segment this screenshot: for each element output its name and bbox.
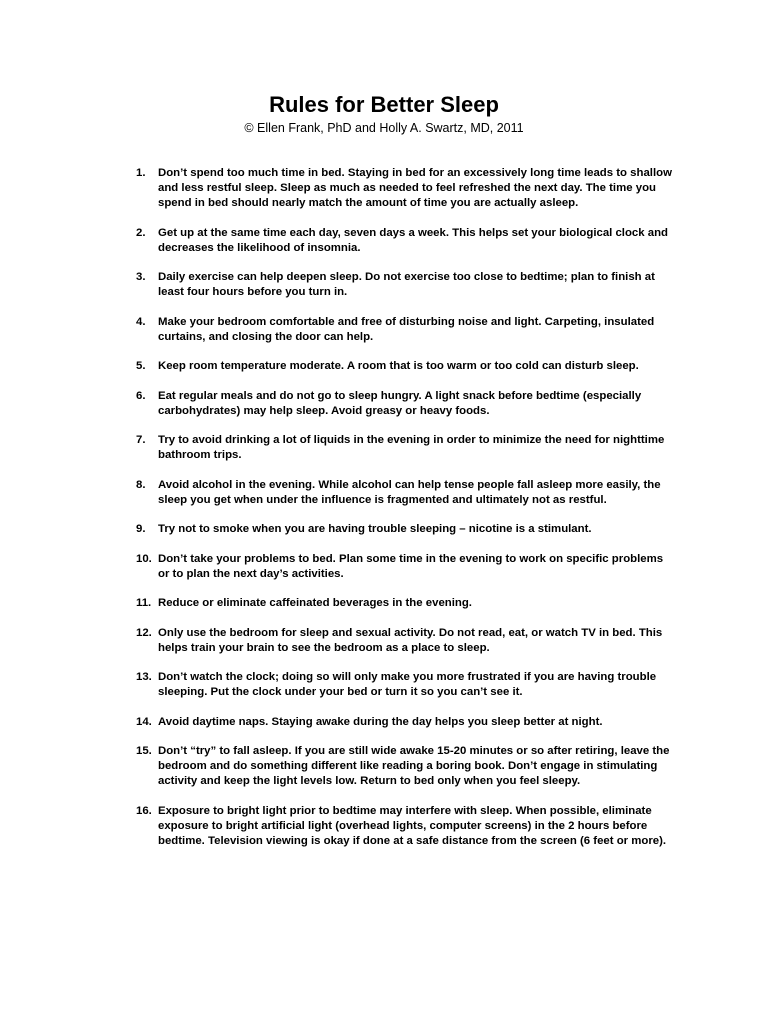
rule-item-4: [136, 315, 676, 345]
rule-text: Don’t “try” to fall asleep. If you are still wide awake 15-20 minutes or so after retiring, leave the bedroom and do something different like reading a boring book. Don’t engage in stimulating activity and keep the light levels low. Return to bed only when you feel sleepy.: [158, 745, 670, 787]
rule-text: Don’t take your problems to bed. Plan some time in the evening to work on specific problems or to plan the next day’s activities.: [158, 552, 664, 580]
rule-number: 12.: [136, 626, 152, 639]
rule-number: 14.: [136, 715, 152, 728]
rule-number: 7.: [136, 434, 146, 446]
rule-item-11: [136, 596, 676, 611]
rule-text: Avoid daytime naps. Staying awake during the day helps you sleep better at night.: [158, 715, 603, 728]
rule-item-16: [136, 804, 676, 849]
rule-item-12: [136, 626, 676, 656]
rule-text: Eat regular meals and do not go to sleep hungry. A light snack before bedtime (especially carbohydrates) may help sleep. Avoid greasy or heavy foods.: [158, 389, 642, 417]
rule-number: 13.: [136, 671, 152, 683]
rule-item-2: [136, 226, 676, 256]
rule-number: 5.: [136, 360, 146, 372]
rule-text: Try to avoid drinking a lot of liquids in the evening in order to minimize the need for nighttime bathroom trips.: [158, 434, 665, 461]
rule-item-7: [136, 433, 676, 463]
document-subtitle: © Ellen Frank, PhD and Holly A. Swartz, MD, 2011: [244, 121, 524, 135]
rule-number: 11.: [136, 597, 152, 609]
rule-text: Reduce or eliminate caffeinated beverages in the evening.: [158, 597, 472, 609]
rule-item-9: [136, 522, 676, 537]
rule-text: Don’t watch the clock; doing so will only make you more frustrated if you are having trouble sleeping. Put the clock under your bed or turn it so you can’t see it.: [158, 671, 657, 698]
rule-text: Get up at the same time each day, seven days a week. This helps set your biological clock and decreases the likelihood of insomnia.: [158, 226, 669, 254]
rule-number: 3.: [136, 271, 146, 283]
rules-list: [136, 166, 676, 863]
rule-text: Daily exercise can help deepen sleep. Do not exercise too close to bedtime; plan to finish at least four hours before you turn in.: [158, 271, 655, 298]
rule-item-1: [136, 166, 676, 211]
rule-text: Don’t spend too much time in bed. Staying in bed for an excessively long time leads to shallow and less restful sleep. Sleep as much as needed to feel refreshed the next day. The time you spend in bed should nearly match the amount of time you are actually asleep.: [158, 167, 672, 209]
rule-item-3: [136, 270, 676, 300]
rule-item-15: [136, 744, 676, 789]
rule-number: 10.: [136, 552, 152, 565]
rule-text: Avoid alcohol in the evening. While alcohol can help tense people fall asleep more easily, the sleep you get when under the influence is fragmented and ultimately not as restful.: [158, 478, 661, 506]
rule-text: Try not to smoke when you are having trouble sleeping – nicotine is a stimulant.: [158, 523, 592, 535]
rule-number: 4.: [136, 315, 146, 328]
rule-item-10: [136, 552, 676, 582]
rule-number: 8.: [136, 478, 146, 491]
rule-number: 15.: [136, 745, 152, 757]
rule-number: 16.: [136, 804, 152, 817]
rule-number: 2.: [136, 226, 146, 239]
rule-item-5: [136, 359, 676, 374]
rule-number: 9.: [136, 523, 146, 535]
rule-text: Only use the bedroom for sleep and sexual activity. Do not read, eat, or watch TV in bed. This helps train your brain to see the bedroom as a place to sleep.: [158, 626, 663, 654]
rule-text: Exposure to bright light prior to bedtime may interfere with sleep. When possible, eliminate exposure to bright artificial light (overhead lights, computer screens) in the 2 hours before bedtime. Television viewing is okay if done at a safe distance from the screen (6 feet or more).: [158, 804, 667, 847]
rule-item-6: [136, 389, 676, 419]
rule-item-8: [136, 478, 676, 508]
rule-item-13: [136, 670, 676, 700]
rule-item-14: [136, 715, 676, 730]
rule-text: Keep room temperature moderate. A room that is too warm or too cold can disturb sleep.: [158, 360, 639, 372]
rule-number: 1.: [136, 167, 146, 179]
rule-number: 6.: [136, 389, 146, 402]
document-title: Rules for Better Sleep: [269, 92, 499, 117]
rule-text: Make your bedroom comfortable and free of disturbing noise and light. Carpeting, insulated curtains, and closing the door can help.: [158, 315, 655, 343]
